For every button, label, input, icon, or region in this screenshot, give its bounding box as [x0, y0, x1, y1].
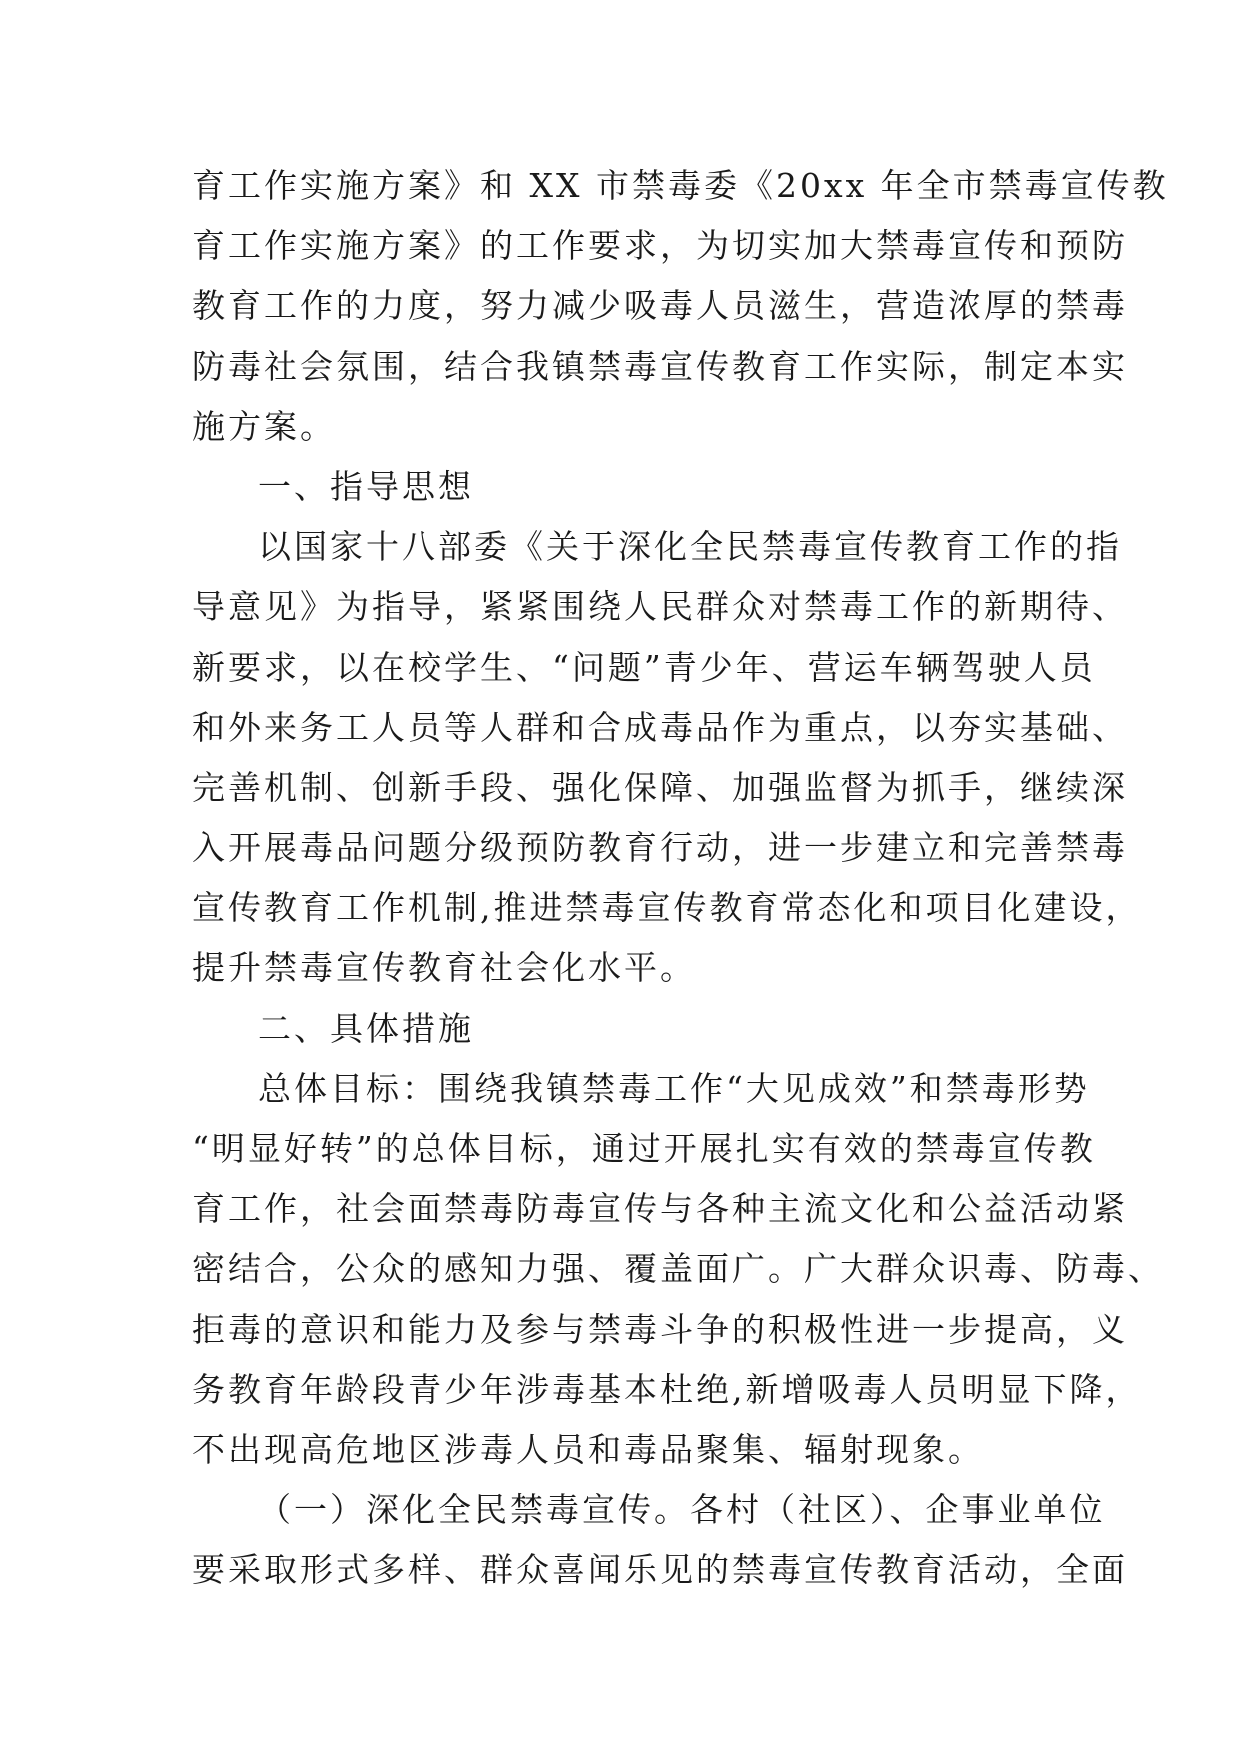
text-line: 拒毒的意识和能力及参与禁毒斗争的积极性进一步提高，义	[192, 1309, 1128, 1349]
text-line: 新要求，以在校学生、“问题”青少年、营运车辆驾驶人员	[192, 647, 1096, 687]
document-body	[192, 156, 1169, 1601]
text-line: 一、指导思想	[258, 466, 474, 506]
text-line: 务教育年龄段青少年涉毒基本杜绝,新增吸毒人员明显下降，	[192, 1369, 1142, 1409]
text-line: 要采取形式多样、群众喜闻乐见的禁毒宣传教育活动，全面	[192, 1550, 1128, 1590]
text-line: 防毒社会氛围，结合我镇禁毒宣传教育工作实际，制定本实	[192, 346, 1128, 386]
text-line: 不出现高危地区涉毒人员和毒品聚集、辐射现象。	[192, 1429, 984, 1469]
text-line: 二、具体措施	[258, 1008, 474, 1048]
text-line: 完善机制、创新手段、强化保障、加强监督为抓手，继续深	[192, 767, 1128, 807]
text-line: “明显好转”的总体目标，通过开展扎实有效的禁毒宣传教	[192, 1129, 1096, 1168]
text-line: 施方案。	[192, 406, 336, 446]
text-line: （一）深化全民禁毒宣传。各村（社区）、企事业单位	[258, 1490, 1106, 1530]
text-line: 总体目标：围绕我镇禁毒工作“大见成效”和禁毒形势	[258, 1068, 1090, 1108]
text-line: 教育工作的力度，努力减少吸毒人员滋生，营造浓厚的禁毒	[192, 286, 1128, 326]
text-line: 密结合，公众的感知力强、覆盖面广。广大群众识毒、防毒、	[192, 1249, 1164, 1289]
text-line: 宣传教育工作机制,推进禁毒宣传教育常态化和项目化建设，	[192, 888, 1142, 928]
text-line: 育工作，社会面禁毒防毒宣传与各种主流文化和公益活动紧	[192, 1189, 1128, 1229]
text-line: 育工作实施方案》和 XX 市禁毒委《20xx 年全市禁毒宣传教	[192, 166, 1169, 205]
text-line: 导意见》为指导，紧紧围绕人民群众对禁毒工作的新期待、	[192, 587, 1128, 627]
text-line: 和外来务工人员等人群和合成毒品作为重点，以夯实基础、	[192, 707, 1128, 747]
text-line: 以国家十八部委《关于深化全民禁毒宣传教育工作的指	[258, 527, 1122, 567]
text-line: 入开展毒品问题分级预防教育行动，进一步建立和完善禁毒	[192, 828, 1128, 868]
text-line: 育工作实施方案》的工作要求，为切实加大禁毒宣传和预防	[192, 226, 1128, 266]
text-line: 提升禁毒宣传教育社会化水平。	[192, 948, 696, 988]
